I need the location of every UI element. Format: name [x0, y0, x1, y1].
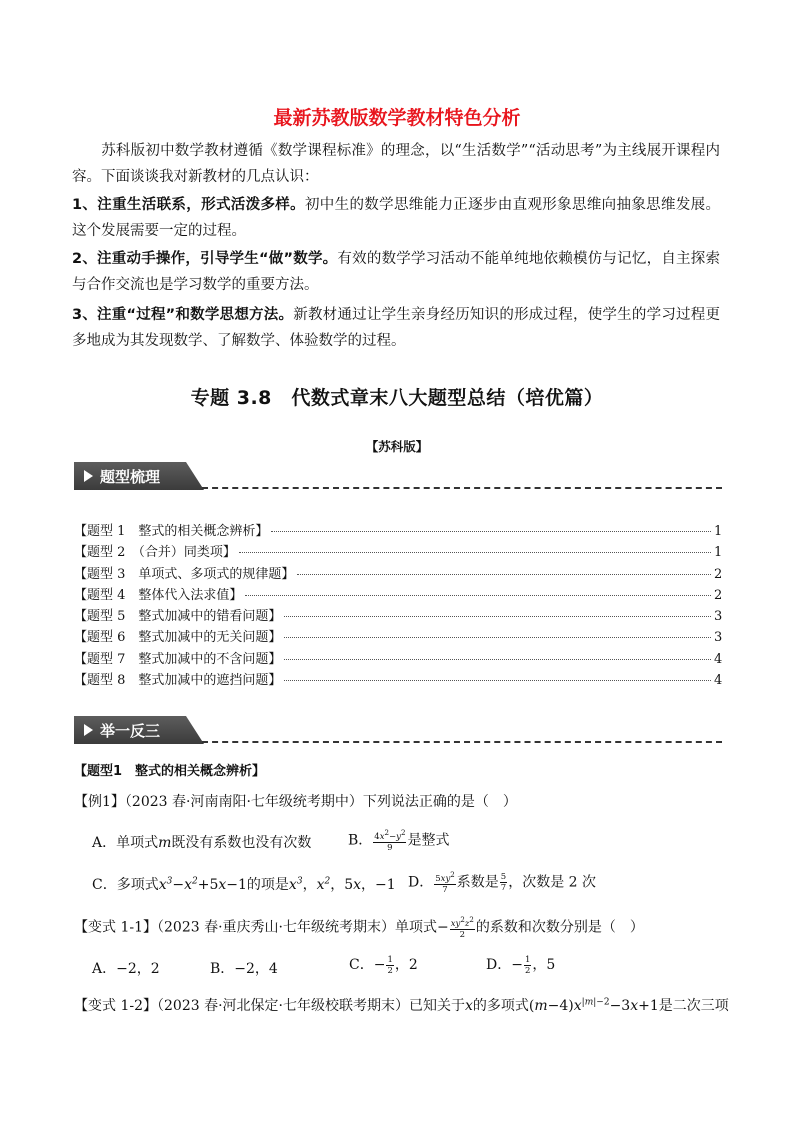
variant-label: 【变式 1-1】: [74, 919, 157, 936]
variant-option-b[interactable]: B．−2，4: [210, 961, 278, 977]
variant-option-c-text: C．: [349, 957, 374, 973]
option-c-mid: 的项是: [246, 877, 289, 893]
example-label: 【例1】: [74, 794, 125, 810]
toc-entry-page: 3: [714, 630, 723, 646]
option-d-mid: 系数是: [456, 874, 499, 891]
source: （2023 春·河南南阳·七年级统考期中）: [124, 794, 363, 810]
variant-option-d[interactable]: D．− $\frac{1}{2}$ ，5: [486, 954, 556, 976]
toc-leader: [297, 574, 711, 575]
option-a-tail: 既没有系数也没有次数: [171, 835, 312, 851]
toc-entry-label: 【题型 3 单项式、多项式的规律题】: [74, 566, 295, 582]
toc-entry-label: 【题型 4 整体代入法求值】: [74, 587, 243, 603]
play-triangle-icon: [84, 470, 93, 482]
fraction: $\frac{1}{2}$: [387, 954, 393, 976]
option-a[interactable]: A．单项式m既没有系数也没有次数: [92, 835, 312, 851]
toc-entry-label: 【题型 8 整式加减中的遮挡问题】: [74, 673, 282, 689]
toc-entry-page: 1: [714, 524, 723, 539]
toc-entry[interactable]: [74, 563, 722, 584]
option-a-text: A．单项式: [92, 835, 159, 851]
variant-1-1-stem: 【变式 1-1】（2023 春·重庆秀山·七年级统考期末）单项式− $\frac{xy^2z^2}{2}$ 的系数和次数分别是（ ）: [74, 915, 644, 940]
toc-leader: [284, 637, 711, 638]
option-c-text: C．多项式: [92, 877, 159, 893]
variant-option-d-text: D．: [486, 957, 512, 973]
dash-dot-rule: [202, 741, 722, 743]
variant-option-d-tail: ，5: [532, 957, 556, 973]
toc-entry[interactable]: [74, 520, 722, 541]
toc-entry-page: 2: [714, 587, 723, 603]
example-1-stem: [74, 791, 724, 811]
toc-entry-label: 【题型 2 （合并）同类项】: [74, 545, 236, 561]
section-header-practice: [74, 716, 722, 746]
stem: 下列说法正确的是（ ）: [362, 794, 517, 810]
variant-option-a[interactable]: A．−2，2: [92, 961, 160, 977]
option-b-tail: 是整式: [407, 832, 450, 849]
toc-entry-page: 4: [714, 673, 723, 689]
stem-c: 是二次三项: [658, 998, 729, 1014]
document-title: 专题 3.8 代数式章末八大题型总结（培优篇）: [190, 387, 604, 409]
fraction: $\frac{5}{7}$: [500, 871, 507, 893]
variant-label: 【变式 1-2】: [74, 998, 157, 1014]
fraction: $\frac{5xy^2}{7}$: [435, 870, 455, 895]
toc-leader: [284, 659, 711, 660]
variant-1-2-stem: 【变式 1-2】（2023 春·河北保定·七年级校联考期末）已知关于x的多项式$(m-4)x^{|m|-2}-3x+1$是二次三项: [74, 997, 729, 1014]
point-1-heading: 1、注重生活联系，形式活泼多样。: [72, 197, 305, 213]
stem-a: 单项式: [394, 919, 437, 936]
toc-entry-page: 4: [714, 651, 723, 667]
toc-entry-page: 2: [714, 566, 723, 582]
edition-label: 【苏科版】: [365, 439, 429, 454]
toc-leader: [284, 680, 711, 681]
toc-leader: [271, 531, 711, 532]
option-d-tail: ，次数是 2 次: [508, 874, 597, 891]
toc-entry-page: 1: [714, 545, 723, 561]
toc-leader: [239, 552, 711, 553]
section-header-toc: [74, 462, 722, 492]
toc-leader: [245, 595, 711, 596]
toc-entry[interactable]: [74, 669, 722, 690]
section-label: 举一反三: [100, 722, 161, 740]
question-type-heading: 【题型1 整式的相关概念辨析】: [74, 764, 266, 779]
point-3-text: 新教材通过让学生亲身经历知识的形成过程，使学生的学习过程更多地成为其发现数学、了解数学、体验数学的过程。: [72, 307, 720, 349]
option-d[interactable]: [408, 870, 596, 895]
stem-a: 已知关于: [408, 998, 465, 1014]
point-1-text: 初中生的数学思维能力正逐步由直观形象思维向抽象思维发展。这个发展需要一定的过程。: [72, 197, 720, 239]
variant-option-c[interactable]: C．− $\frac{1}{2}$ ，2: [349, 954, 418, 976]
toc-entry[interactable]: [74, 541, 722, 562]
option-c[interactable]: C．多项式$x^3-x^2+5x-1$的项是$x^3$，$x^2$，5x，−1: [92, 876, 396, 893]
source: （2023 春·重庆秀山·七年级统考期末）: [157, 919, 395, 936]
option-b[interactable]: [348, 828, 449, 853]
toc-entry[interactable]: [74, 648, 722, 669]
option-b-text: B．: [348, 832, 373, 849]
fraction: $\frac{1}{2}$: [524, 954, 531, 976]
toc-entry[interactable]: [74, 626, 722, 647]
fraction: $\frac{xy^2z^2}{2}$: [450, 915, 474, 940]
toc-entry-label: 【题型 5 整式加减中的错看问题】: [74, 609, 282, 625]
variant-option-c-tail: ，2: [394, 957, 418, 973]
stem-b: 的多项式: [472, 998, 529, 1014]
intro-paragraph: [72, 138, 720, 190]
toc-entry[interactable]: [74, 605, 722, 626]
toc-entry-page: 3: [714, 609, 723, 625]
section-label: 题型梳理: [100, 468, 161, 486]
toc-entry[interactable]: [74, 584, 722, 605]
option-d-text: D．: [408, 874, 434, 891]
point-2: [72, 246, 720, 298]
toc-entry-label: 【题型 6 整式加减中的无关问题】: [74, 630, 282, 646]
source: （2023 春·河北保定·七年级校联考期末）: [157, 998, 409, 1014]
point-1: [72, 192, 720, 244]
stem-b: 的系数和次数分别是（ ）: [475, 919, 644, 936]
toc-entry-label: 【题型 7 整式加减中的不含问题】: [74, 651, 282, 667]
point-3-heading: 3、注重“过程”和数学思想方法。: [72, 307, 294, 323]
table-of-contents: [74, 520, 722, 690]
fraction: $\frac{4x^2-y^2}{9}$: [374, 828, 406, 853]
promo-title: 最新苏教版数学教材特色分析: [273, 107, 521, 129]
toc-entry-label: 【题型 1 整式的相关概念辨析】: [74, 524, 269, 539]
toc-leader: [284, 616, 711, 617]
point-2-heading: 2、注重动手操作，引导学生“做”数学。: [72, 251, 338, 267]
point-3: [72, 302, 720, 354]
play-triangle-icon: [84, 724, 93, 736]
point-2-text: 有效的数学学习活动不能单纯地依赖模仿与记忆，自主探索与合作交流也是学习数学的重要方法。: [72, 251, 720, 293]
intro-text: 苏科版初中数学教材遵循《数学课程标准》的理念，以“生活数学”“活动思考”为主线展开课程内容。下面谈谈我对新教材的几点认识：: [72, 143, 720, 185]
dash-dot-rule: [202, 487, 722, 489]
